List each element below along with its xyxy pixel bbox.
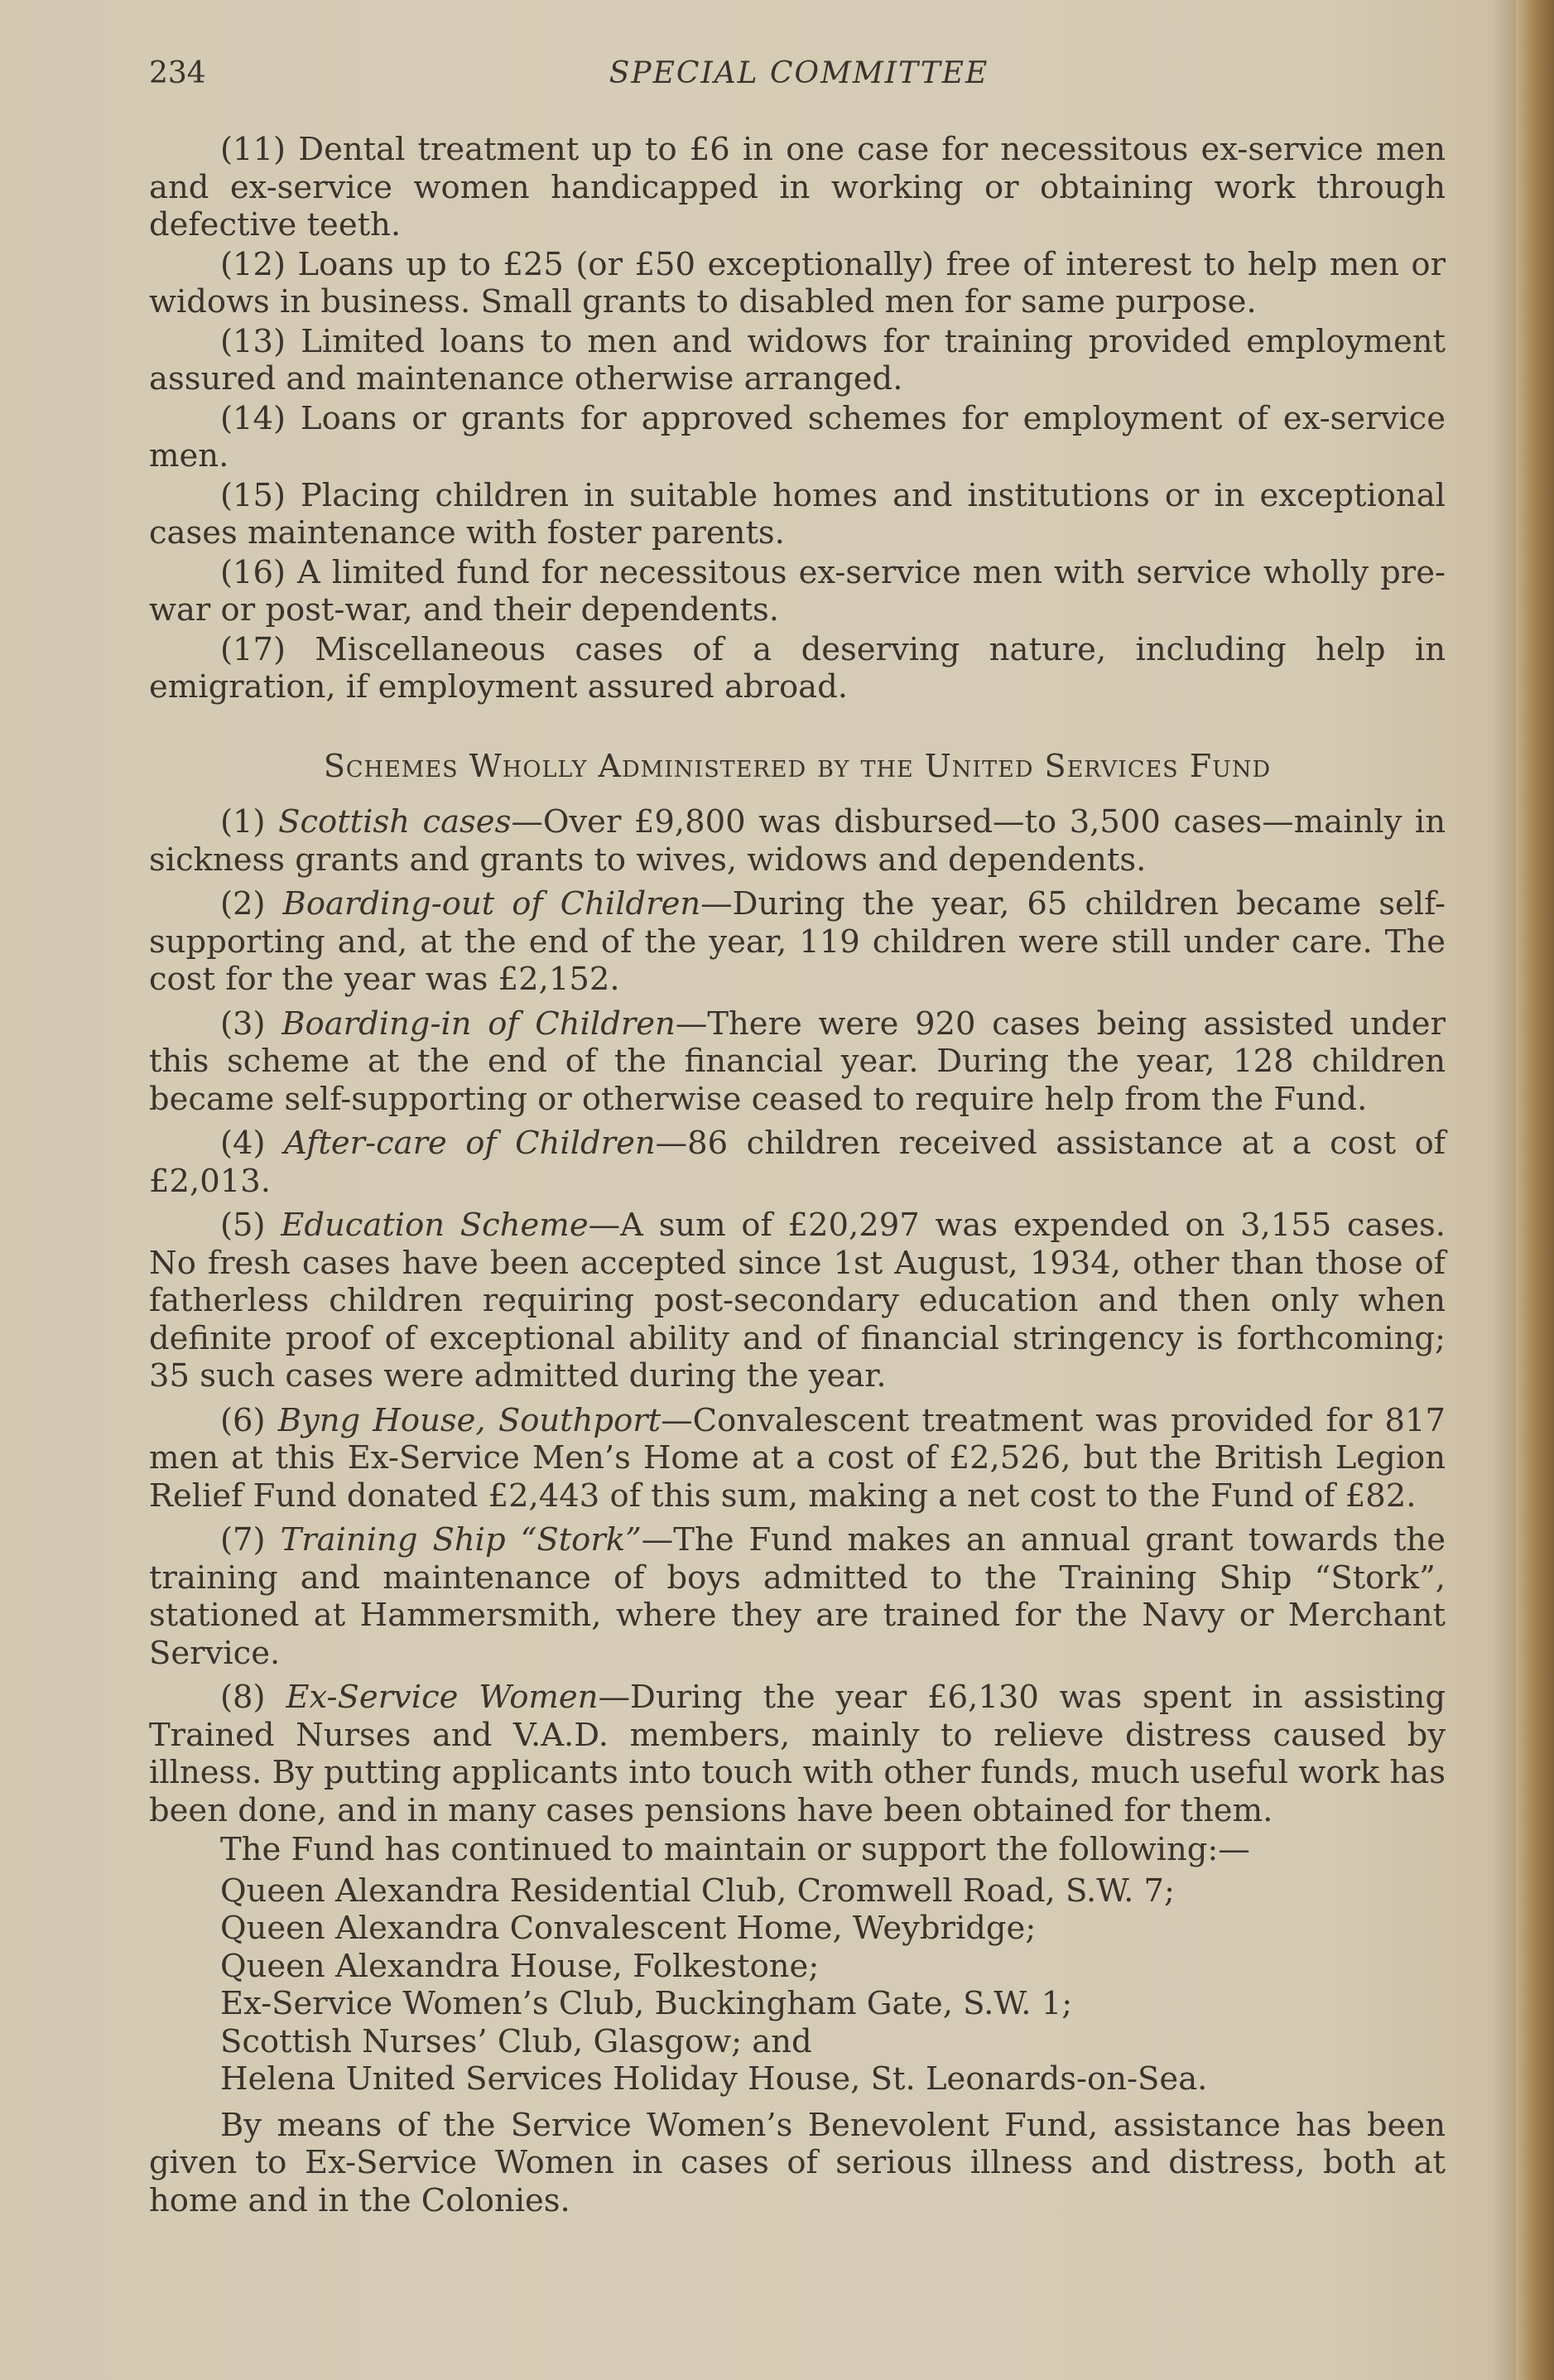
scheme-text: —Over £9,800 was disbursed—to 3,500 cases—mainly in sickness grants and grants to wives, widows and dependents. [149, 803, 1446, 879]
list-item: (11) Dental treatment up to £6 in one case for necessitous ex-service men and ex-service women handicapped in working or obtaining work through defective teeth. [149, 131, 1446, 243]
scheme-text: —86 children received assistance at a cost of £2,013. [149, 1125, 1446, 1200]
scheme-number: (1) [220, 803, 266, 841]
institution-item: Queen Alexandra House, Folkestone; [220, 1947, 820, 1985]
list-item: (16) A limited fund for necessitous ex-service men with service wholly pre-war or post-war, and their dependents. [149, 553, 1446, 629]
institution-item: Queen Alexandra Convalescent Home, Weybridge; [220, 1910, 1037, 1947]
section-heading: Schemes Wholly Administered by the United Services Fund [323, 747, 1272, 784]
book-spine-edge [1516, 0, 1554, 2380]
scheme-title: Boarding-in of Children [281, 1005, 676, 1043]
scheme-item [149, 1402, 1446, 1515]
maintain-intro: The Fund has continued to maintain or support the following:— [220, 1831, 1250, 1868]
scheme-number: (7) [220, 1521, 266, 1559]
scheme-item [149, 803, 1446, 879]
scheme-text: —During the year £6,130 was spent in assisting Trained Nurses and V.A.D. members, mainly to relieve distress caused by illness. By putting applicants into touch with other funds, much useful work has been done, and in many cases pensions have been obtained for them. [149, 1679, 1446, 1829]
institution-item: Ex-Service Women’s Club, Buckingham Gate, S.W. 1; [220, 1985, 1073, 2022]
scheme-text: —There were 920 cases being assisted under this scheme at the end of the financial year. During the year, 128 children became self-supporting or otherwise ceased to require help from the Fund. [149, 1005, 1446, 1118]
scheme-number: (4) [220, 1125, 266, 1162]
scheme-title: Training Ship “Stork” [280, 1521, 642, 1559]
scheme-item [149, 1005, 1446, 1119]
scheme-title: Education Scheme [281, 1207, 589, 1244]
scheme-item [149, 885, 1446, 999]
closing-paragraph: By means of the Service Women’s Benevolent Fund, assistance has been given to Ex-Service Women in cases of serious illness and distress, both at home and in the Colonies. [149, 2106, 1446, 2219]
institution-item: Queen Alexandra Residential Club, Cromwell Road, S.W. 7; [220, 1872, 1176, 1910]
scheme-item [149, 1521, 1446, 1672]
scheme-item [149, 1125, 1446, 1200]
page-number: 234 [149, 56, 206, 90]
list-item: (13) Limited loans to men and widows for training provided employment assured and maintenance otherwise arranged. [149, 322, 1446, 397]
scheme-title: Scottish cases [278, 803, 512, 841]
institution-item: Helena United Services Holiday House, St. Leonards-on-Sea. [220, 2060, 1208, 2098]
scheme-text: —The Fund makes an annual grant towards the training and maintenance of boys admitted to the Training Ship “Stork”, stationed at Hammersmith, where they are trained for the Navy or Merchant Service. [149, 1521, 1446, 1672]
scheme-title: Ex-Service Women [286, 1679, 599, 1716]
list-item: (15) Placing children in suitable homes and institutions or in exceptional cases maintenance with foster parents. [149, 476, 1446, 552]
scheme-number: (3) [220, 1005, 266, 1043]
list-item: (17) Miscellaneous cases of a deserving nature, including help in emigration, if employment assured abroad. [149, 630, 1446, 706]
scheme-number: (2) [220, 885, 266, 923]
page-body [149, 131, 1446, 2219]
scheme-title: After-care of Children [284, 1125, 656, 1162]
institution-item: Scottish Nurses’ Club, Glasgow; and [220, 2022, 812, 2060]
scheme-title: Byng House, Southport [277, 1401, 662, 1439]
scheme-item [149, 1679, 1446, 1829]
page-header [149, 51, 1449, 98]
scheme-number: (5) [220, 1207, 266, 1244]
scheme-item [149, 1207, 1446, 1395]
scheme-text: —Convalescent treatment was provided for 817 men at this Ex-Service Men’s Home at a cost of £2,526, but the British Legion Relief Fund donated £2,443 of this sum, making a net cost to the Fund of £82. [149, 1401, 1446, 1515]
running-head: SPECIAL COMMITTEE [609, 56, 989, 90]
scheme-number: (6) [220, 1401, 266, 1439]
scheme-text: —During the year, 65 children became self-supporting and, at the end of the year, 119 children were still under care. The cost for the year was £2,152. [149, 885, 1446, 998]
scheme-text: —A sum of £20,297 was expended on 3,155 cases. No fresh cases have been accepted since 1st August, 1934, other than those of fatherless children requiring post-secondary education and then only when definite proof of exceptional ability and of financial stringency is forthcoming; 35 such cases were admitted during the year. [149, 1207, 1446, 1395]
list-item: (14) Loans or grants for approved schemes for employment of ex-service men. [149, 399, 1446, 475]
list-item: (12) Loans up to £25 (or £50 exceptionally) free of interest to help men or widows in business. Small grants to disabled men for same purpose. [149, 245, 1446, 320]
scheme-number: (8) [220, 1679, 266, 1716]
scheme-title: Boarding-out of Children [282, 885, 701, 923]
